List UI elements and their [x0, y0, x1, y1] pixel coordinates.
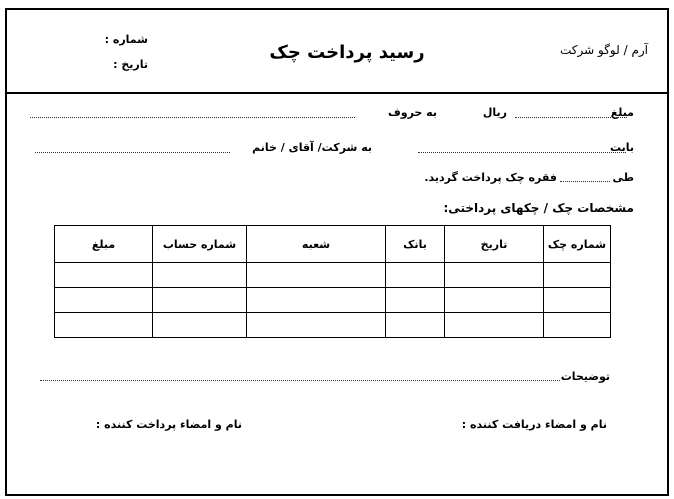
notes-label: توضیحات: [560, 370, 610, 383]
notes-field[interactable]: [40, 380, 560, 381]
table-cell[interactable]: [55, 313, 153, 338]
logo-placeholder: آرم / لوگو شرکت: [560, 43, 648, 57]
table-row: [55, 313, 611, 338]
table-header-row: [55, 226, 611, 263]
in-words-label: به حروف: [387, 106, 437, 119]
for-field[interactable]: [418, 152, 626, 153]
amount-label: مبلغ: [610, 106, 634, 119]
table-cell[interactable]: [544, 263, 611, 288]
to-label: به شرکت/ آقای / خانم: [252, 141, 372, 154]
table-cell[interactable]: [153, 313, 247, 338]
table-cell[interactable]: [55, 263, 153, 288]
table-cell[interactable]: [386, 288, 445, 313]
column-header: مبلغ: [55, 226, 153, 263]
check-count-field[interactable]: [560, 181, 610, 182]
receiver-signature-label: نام و امضاء دریافت کننده :: [461, 418, 607, 431]
table-cell[interactable]: [445, 288, 544, 313]
table-row: [55, 263, 611, 288]
table-cell[interactable]: [247, 288, 386, 313]
column-header: تاریخ: [445, 226, 544, 263]
column-header: شعبه: [247, 226, 386, 263]
table-row: [55, 288, 611, 313]
table-cell[interactable]: [386, 313, 445, 338]
table-cell[interactable]: [445, 313, 544, 338]
column-header: شماره چک: [544, 226, 611, 263]
checks-table: [54, 225, 611, 338]
payee-field[interactable]: [35, 152, 230, 153]
payer-signature-label: نام و امضاء پرداخت کننده :: [95, 418, 242, 431]
checks-heading: مشخصات چک / چکهای پرداختی:: [443, 201, 634, 215]
table-cell[interactable]: [247, 263, 386, 288]
via-suffix: فقره چک پرداخت گردید.: [424, 171, 557, 184]
page-title: رسید پرداخت چک: [269, 42, 425, 63]
via-label: طی: [612, 171, 634, 184]
column-header: شماره حساب: [153, 226, 247, 263]
table-cell[interactable]: [247, 313, 386, 338]
table-cell[interactable]: [544, 313, 611, 338]
table-cell[interactable]: [153, 288, 247, 313]
date-label: تاریخ :: [113, 58, 148, 71]
table-cell[interactable]: [55, 288, 153, 313]
table-cell[interactable]: [153, 263, 247, 288]
amount-field[interactable]: [515, 117, 627, 118]
table-cell[interactable]: [544, 288, 611, 313]
table-cell[interactable]: [386, 263, 445, 288]
table-cell[interactable]: [445, 263, 544, 288]
number-label: شماره :: [104, 33, 148, 46]
column-header: بانک: [386, 226, 445, 263]
header-divider: [5, 92, 669, 94]
amount-in-words-field[interactable]: [30, 117, 355, 118]
for-label: بابت: [609, 141, 634, 154]
rial-label: ریال: [482, 106, 507, 119]
